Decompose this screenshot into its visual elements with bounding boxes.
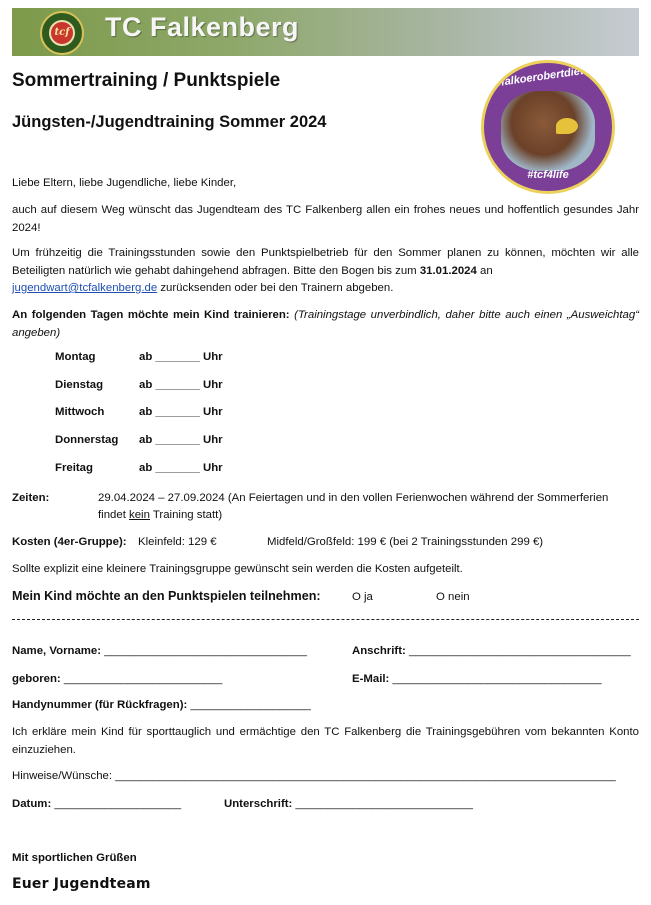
day-label-montag: Montag: [55, 351, 96, 363]
email-link[interactable]: jugendwart@tcfalkenberg.de: [12, 282, 158, 294]
club-logo-text: tcf: [49, 20, 75, 46]
mascot-badge: [481, 60, 615, 194]
zeiten-line2: findet kein Training statt): [98, 509, 223, 521]
kleinere-gruppe-note: Sollte explizit eine kleinere Trainingsgruppe gewünscht sein werden die Kosten aufgeteilt.: [12, 563, 463, 575]
option-ja[interactable]: O ja: [352, 591, 373, 603]
hinweise-input-line[interactable]: _______________________________________________________________________________: [115, 770, 616, 782]
page-title: Sommertraining / Punktspiele: [12, 70, 281, 91]
punktspiele-question: Mein Kind möchte an den Punktspielen teilnehmen:: [12, 589, 321, 603]
name-field[interactable]: Name, Vorname: ________________________________: [12, 645, 307, 657]
club-logo: [40, 11, 84, 55]
mascot-image: [501, 91, 595, 171]
mascot-beak: [556, 118, 578, 134]
zeiten-label: Zeiten:: [12, 492, 50, 504]
days-intro: An folgenden Tagen möchte mein Kind trainieren: (Trainingstage unverbindlich, daher bitte auch einen „Ausweichtag“ angeben): [12, 309, 640, 339]
email-input-line[interactable]: _________________________________: [392, 673, 602, 685]
day-time-freitag[interactable]: ab _______ Uhr: [139, 462, 223, 474]
closing: Mit sportlichen Grüßen: [12, 852, 137, 864]
handy-input-line[interactable]: ___________________: [190, 699, 311, 711]
anschrift-field[interactable]: Anschrift: ___________________________________: [352, 645, 631, 657]
day-time-dienstag[interactable]: ab _______ Uhr: [139, 379, 223, 391]
name-input-line[interactable]: ________________________________: [104, 645, 307, 657]
deadline-date: 31.01.2024: [419, 264, 477, 277]
badge-hashtag-bottom: #tcf4life: [527, 169, 569, 181]
unterschrift-input-line[interactable]: ____________________________: [295, 798, 473, 810]
geboren-input-line[interactable]: _________________________: [63, 673, 223, 685]
day-time-mittwoch[interactable]: ab _______ Uhr: [139, 406, 223, 418]
declaration-text: Ich erkläre mein Kind für sporttauglich und ermächtige den TC Falkenberg die Trainingsgebühren vom bekannten Konto einzuziehen.: [12, 726, 639, 756]
kosten-midfeld: Midfeld/Großfeld: 199 € (bei 2 Trainingsstunden 299 €): [267, 536, 544, 548]
club-name: TC Falkenberg: [105, 12, 300, 42]
option-nein[interactable]: O nein: [436, 591, 470, 603]
signature: Euer Jugendteam: [12, 876, 151, 892]
divider: [12, 619, 639, 620]
zeiten-line1: 29.04.2024 – 27.09.2024 (An Feiertagen und in den vollen Ferienwochen während der Sommerferien: [98, 492, 609, 504]
geboren-field[interactable]: geboren: _________________________: [12, 673, 223, 685]
day-label-donnerstag: Donnerstag: [55, 434, 119, 446]
hinweise-field[interactable]: Hinweise/Wünsche: _______________________________________________________________________________: [12, 770, 616, 782]
anschrift-input-line[interactable]: ___________________________________: [408, 645, 631, 657]
kosten-kleinfeld: Kleinfeld: 129 €: [138, 536, 217, 548]
datum-input-line[interactable]: ____________________: [54, 798, 182, 810]
day-time-donnerstag[interactable]: ab _______ Uhr: [139, 434, 223, 446]
day-label-freitag: Freitag: [55, 462, 93, 474]
greeting: Liebe Eltern, liebe Jugendliche, liebe Kinder,: [12, 177, 237, 189]
paragraph-new-year: auch auf diesem Weg wünscht das Jugendteam des TC Falkenberg allen ein frohes neues und hoffentlich gesundes Jahr 2024!: [12, 204, 639, 234]
badge-hashtag-top: #falkoerobertdiewelt: [494, 62, 602, 90]
page-subtitle: Jüngsten-/Jugendtraining Sommer 2024: [12, 113, 327, 131]
handy-field[interactable]: Handynummer (für Rückfragen): ___________________: [12, 699, 311, 711]
datum-field[interactable]: Datum: ____________________: [12, 798, 182, 810]
paragraph-request: Um frühzeitig die Trainingsstunden sowie den Punktspielbetrieb für den Sommer planen zu können, möchten wir alle Beteiligten natürlich wie gehabt dahingehend abfragen. Bitte den Bogen bis zum 31.01.2024 an jugendwart@tcfalkenberg.de zurücksenden oder bei den Trainern abgeben.: [12, 247, 639, 294]
unterschrift-field[interactable]: Unterschrift: ____________________________: [224, 798, 473, 810]
day-time-montag[interactable]: ab _______ Uhr: [139, 351, 223, 363]
kosten-label: Kosten (4er-Gruppe):: [12, 536, 127, 548]
day-label-mittwoch: Mittwoch: [55, 406, 105, 418]
day-label-dienstag: Dienstag: [55, 379, 104, 391]
email-field[interactable]: E-Mail: _________________________________: [352, 673, 602, 685]
